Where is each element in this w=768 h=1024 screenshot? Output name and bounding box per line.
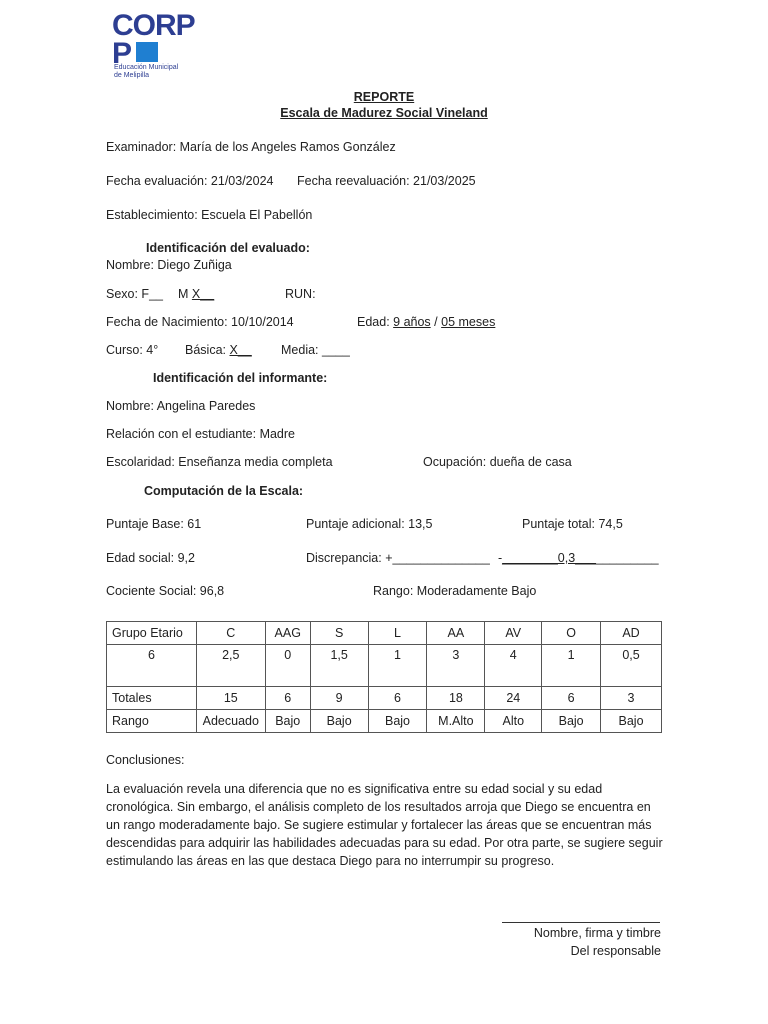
informante-occupation: Ocupación: dueña de casa xyxy=(423,455,572,469)
disc-minus: - xyxy=(498,551,503,565)
table-header-cell: AV xyxy=(485,622,542,645)
table-cell: 6 xyxy=(107,645,197,687)
puntaje-adicional: Puntaje adicional: 13,5 xyxy=(306,517,433,531)
corp-logo xyxy=(112,9,195,94)
table-cell: 1 xyxy=(542,645,601,687)
table-header-cell: AA xyxy=(427,622,485,645)
table-cell: Rango xyxy=(107,710,197,733)
table-cell: 6 xyxy=(542,687,601,710)
table-cell: 0 xyxy=(265,645,310,687)
sex-m-label: M xyxy=(178,287,189,301)
establishment: Establecimiento: Escuela El Pabellón xyxy=(106,208,313,222)
rango: Rango: Moderadamente Bajo xyxy=(373,584,537,598)
table-cell: 6 xyxy=(265,687,310,710)
table-cell: Bajo xyxy=(542,710,601,733)
basica xyxy=(185,343,252,357)
table-cell: M.Alto xyxy=(427,710,485,733)
table-cell: 1 xyxy=(368,645,427,687)
age-sep: / xyxy=(434,315,438,329)
informante-heading: Identificación del informante: xyxy=(153,371,328,385)
table-cell: 24 xyxy=(485,687,542,710)
evaluado-name: Nombre: Diego Zuñiga xyxy=(106,258,232,272)
sex-f: Sexo: F__ xyxy=(106,287,163,301)
run-label: RUN: xyxy=(285,287,316,301)
table-header-cell: Grupo Etario xyxy=(107,622,197,645)
puntaje-base: Puntaje Base: 61 xyxy=(106,517,202,531)
report-title: REPORTE xyxy=(353,90,415,104)
table-rango-row xyxy=(107,710,662,733)
table-header-cell: S xyxy=(310,622,368,645)
table-cell: Bajo xyxy=(310,710,368,733)
signature-role: Del responsable xyxy=(570,944,661,958)
table-header-cell: C xyxy=(196,622,265,645)
curso: Curso: 4° xyxy=(106,343,159,357)
logo-subtitle: Educación Municipal de Melipilla xyxy=(114,64,179,79)
signature-label: Nombre, firma y timbre xyxy=(533,926,661,940)
signature-line xyxy=(502,922,660,923)
table-cell: 3 xyxy=(427,645,485,687)
informante-schooling: Escolaridad: Enseñanza media completa xyxy=(106,455,333,469)
conclusions-heading: Conclusiones: xyxy=(106,753,185,767)
age-months: 05 meses xyxy=(441,315,496,329)
report-subtitle: Escala de Madurez Social Vineland xyxy=(280,106,488,120)
table-row xyxy=(107,645,662,687)
computo-heading: Computación de la Escala: xyxy=(144,484,304,498)
logo-corp-text: CORP xyxy=(112,9,195,42)
cociente-social: Cociente Social: 96,8 xyxy=(106,584,225,598)
scale-table xyxy=(106,621,662,733)
table-header-cell: L xyxy=(368,622,427,645)
table-cell: 6 xyxy=(368,687,427,710)
conclusions-text: La evaluación revela una diferencia que no es significativa entre su edad social y su edad cronológica. Sin embargo, el análisis completo de los resultados arroja que Diego se encuentra en un rango moderadamente bajo. Se sugiere estimular y fortalecer las áreas que se encuentran más descendidas para adquirir las habilidades adecuadas para su edad. Por otra parte, se sugiere seguir estimulando las áreas en las que destaca Diego para no interrumpir su progreso. xyxy=(106,782,663,868)
edad-social: Edad social: 9,2 xyxy=(106,551,195,565)
disc-value: ________0,3___ xyxy=(502,551,597,565)
table-cell: 2,5 xyxy=(196,645,265,687)
sex-m-value: X__ xyxy=(191,287,215,301)
media: Media: ____ xyxy=(281,343,350,357)
age-label: Edad: xyxy=(357,315,390,329)
table-header-cell: O xyxy=(542,622,601,645)
reeval-date: Fecha reevaluación: 21/03/2025 xyxy=(297,174,476,188)
table-cell: 0,5 xyxy=(601,645,662,687)
eval-date: Fecha evaluación: 21/03/2024 xyxy=(106,174,274,188)
table-header-row xyxy=(107,622,662,645)
evaluado-heading: Identificación del evaluado: xyxy=(146,241,310,255)
logo-square-icon xyxy=(136,42,158,62)
table-totales-row xyxy=(107,687,662,710)
disc-tail: _________ xyxy=(596,551,659,565)
table-cell: 15 xyxy=(196,687,265,710)
table-cell: Adecuado xyxy=(196,710,265,733)
basica-label: Básica: xyxy=(185,343,226,357)
birth-date: Fecha de Nacimiento: 10/10/2014 xyxy=(106,315,294,329)
table-header-cell: AD xyxy=(601,622,662,645)
informante-relation: Relación con el estudiante: Madre xyxy=(106,427,296,441)
table-header-cell: AAG xyxy=(265,622,310,645)
table-cell: 1,5 xyxy=(310,645,368,687)
table-cell: 3 xyxy=(601,687,662,710)
table-cell: 18 xyxy=(427,687,485,710)
table-cell: 4 xyxy=(485,645,542,687)
table-cell: Bajo xyxy=(601,710,662,733)
puntaje-total: Puntaje total: 74,5 xyxy=(522,517,623,531)
table-cell: Alto xyxy=(485,710,542,733)
informante-name: Nombre: Angelina Paredes xyxy=(106,399,256,413)
age xyxy=(357,315,495,329)
age-years: 9 años xyxy=(393,315,431,329)
logo-p-letter: P xyxy=(112,37,133,70)
examiner: Examinador: María de los Angeles Ramos González xyxy=(106,140,396,154)
basica-value: X__ xyxy=(229,343,252,357)
table-cell: Bajo xyxy=(368,710,427,733)
table-cell: 9 xyxy=(310,687,368,710)
discrepancia-minus xyxy=(498,551,659,565)
table-cell: Totales xyxy=(107,687,197,710)
table-cell: Bajo xyxy=(265,710,310,733)
sex-m xyxy=(178,287,214,301)
discrepancia: Discrepancia: +______________ xyxy=(306,551,490,565)
